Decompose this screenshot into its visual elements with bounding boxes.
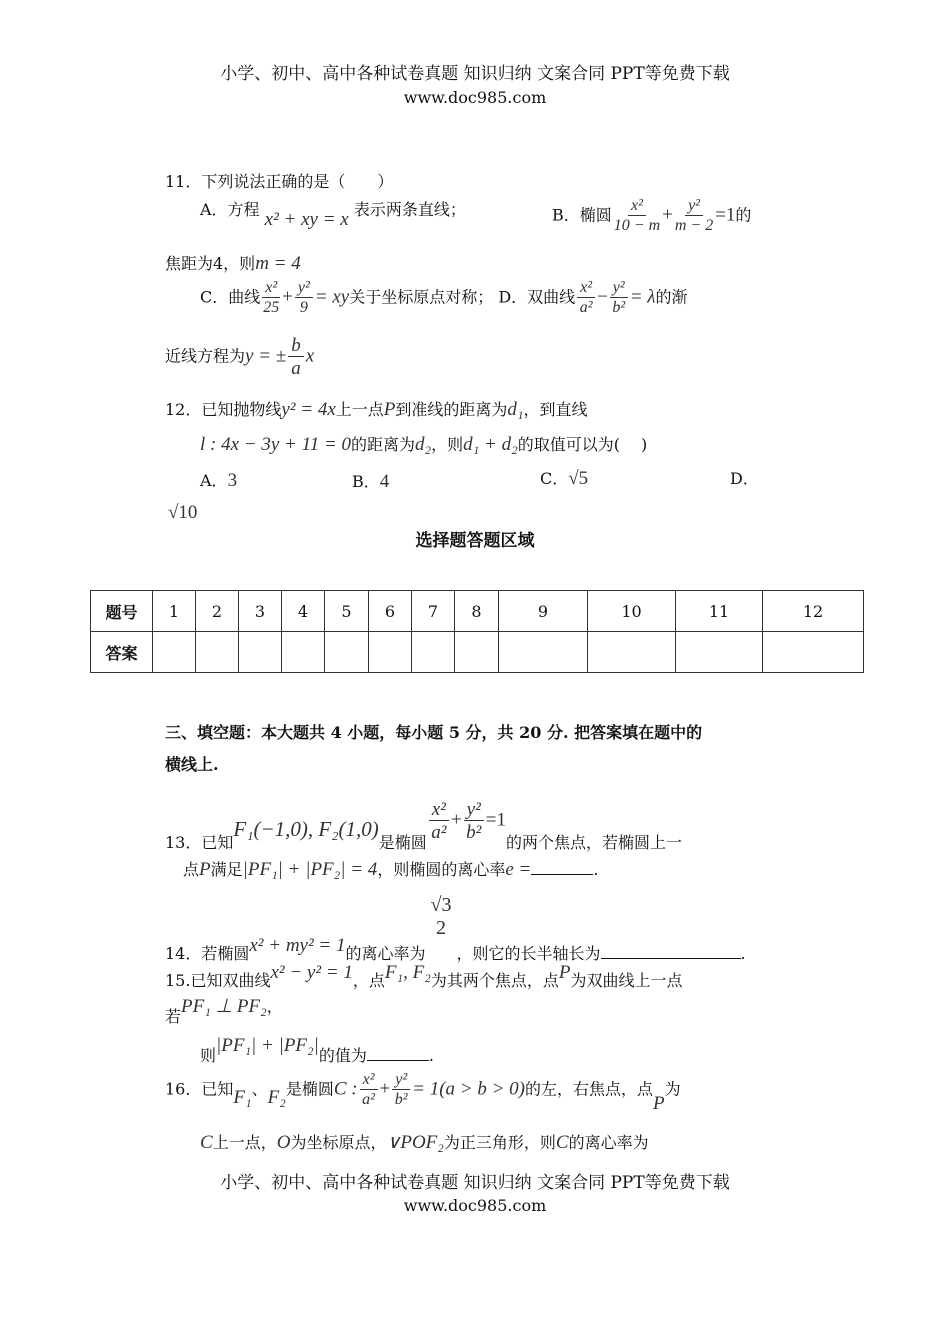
fraction xyxy=(577,280,595,316)
math: x² + my² = 1 xyxy=(249,935,346,956)
denominator: a² xyxy=(431,822,447,843)
q13-line2 xyxy=(183,860,598,879)
section3-heading: 三、填空题：本大题共 4 小题，每小题 5 分，共 20 分. 把答案填在题中的 xyxy=(165,723,703,742)
math: x xyxy=(305,345,315,367)
math: m = 4 xyxy=(255,253,301,274)
q16-line2 xyxy=(200,1133,649,1152)
math: O xyxy=(276,1132,291,1153)
math: C xyxy=(200,1132,213,1153)
answer-cell[interactable] xyxy=(455,632,499,673)
period: . xyxy=(428,1046,434,1065)
math: d₂ xyxy=(415,434,432,455)
text: 是椭圆 xyxy=(378,832,427,852)
text: 为双曲线上一点 xyxy=(570,971,683,990)
question-number: 11 xyxy=(676,591,763,632)
question-number: 4 xyxy=(282,591,325,632)
text: 的离心率为 xyxy=(568,1133,649,1152)
q12-option-d-value: √10 xyxy=(168,502,198,523)
equals: =1 xyxy=(715,204,736,226)
numerator: y² xyxy=(610,280,628,298)
text: ，则 xyxy=(431,435,464,454)
operator: + xyxy=(282,286,293,308)
fraction xyxy=(675,198,713,234)
answer-table xyxy=(90,590,864,673)
text: 上一点 xyxy=(335,400,384,419)
text: 点 xyxy=(183,860,200,879)
question-number: 12 xyxy=(763,591,864,632)
math: PF₁ ⊥ PF₂ xyxy=(181,996,267,1017)
fraction xyxy=(392,1072,410,1108)
numerator: y² xyxy=(295,280,313,298)
answer-blank[interactable] xyxy=(531,874,593,875)
row-header: 题号 xyxy=(91,591,153,632)
text: 上一点， xyxy=(212,1133,277,1152)
text: 则 xyxy=(200,1046,217,1065)
text: 15.已知双曲线 xyxy=(165,971,271,990)
numerator: x² xyxy=(262,280,280,298)
numerator: y² xyxy=(392,1072,410,1090)
question-number: 9 xyxy=(499,591,588,632)
text: ， xyxy=(266,997,283,1016)
fraction xyxy=(429,800,449,842)
denominator: 10 − m xyxy=(613,217,661,234)
q15-line2 xyxy=(165,996,283,1026)
math: ∨POF₂ xyxy=(386,1132,444,1153)
q12-option-b xyxy=(352,472,389,491)
text: 表示两条直线； xyxy=(353,200,466,219)
text: 、 xyxy=(251,1079,268,1099)
question-number: 8 xyxy=(455,591,499,632)
period: . xyxy=(593,860,599,879)
text: 为 xyxy=(664,1079,681,1099)
answer-cell[interactable] xyxy=(369,632,412,673)
question-number: 2 xyxy=(196,591,239,632)
operator: + xyxy=(379,1078,391,1100)
math: P xyxy=(653,1092,665,1114)
math: |PF₁| + |PF₂| xyxy=(216,1035,319,1056)
answer-cell[interactable] xyxy=(196,632,239,673)
numerator: x² xyxy=(628,198,646,216)
denominator: a² xyxy=(362,1091,375,1108)
fraction xyxy=(614,198,660,234)
q12-option-a xyxy=(200,471,237,490)
math: d₁ xyxy=(507,399,524,420)
text: 的离心率为 xyxy=(345,944,426,963)
denominator: b² xyxy=(394,1091,408,1108)
math: |PF₁| + |PF₂| = 4 xyxy=(242,859,378,880)
question-number: 7 xyxy=(412,591,455,632)
denominator: b² xyxy=(612,299,626,316)
math: d₁ + d₂ xyxy=(463,434,518,455)
fraction xyxy=(464,800,484,842)
text: 为坐标原点， xyxy=(290,1133,387,1152)
q12-option-d-label: D． xyxy=(730,469,759,488)
value: √5 xyxy=(568,468,589,489)
denominator: 2 xyxy=(436,917,446,939)
math: = xy xyxy=(314,286,350,308)
math: P xyxy=(199,859,211,880)
answer-blank[interactable] xyxy=(601,958,741,959)
text: ，则椭圆的离心率 xyxy=(377,860,506,879)
q12-option-c xyxy=(540,469,588,488)
math: l : 4x − 3y + 11 = 0 xyxy=(200,434,352,455)
answer-cell[interactable] xyxy=(325,632,369,673)
q12-line2 xyxy=(200,435,647,454)
text: 满足 xyxy=(210,860,243,879)
text: 的值为 xyxy=(318,1046,367,1065)
value: 4 xyxy=(379,471,390,492)
q16-line1 xyxy=(165,1071,681,1114)
denominator: a xyxy=(291,358,301,379)
numerator: y² xyxy=(685,198,703,216)
denominator: a² xyxy=(579,299,593,316)
answer-cell[interactable] xyxy=(153,632,196,673)
text: 若 xyxy=(165,1007,182,1026)
math: = 1(a > b > 0) xyxy=(412,1078,525,1100)
numerator: b xyxy=(288,336,304,357)
table-row-numbers xyxy=(91,591,864,632)
text: 关于坐标原点对称； xyxy=(349,287,494,307)
text: 的距离为 xyxy=(351,435,416,454)
numerator: x² xyxy=(360,1072,378,1090)
math: F₂ xyxy=(267,1086,286,1108)
label: A．方程 xyxy=(200,200,260,219)
text: ，点 xyxy=(352,971,385,990)
question-number: 3 xyxy=(239,591,282,632)
text: ，到直线 xyxy=(523,400,588,419)
fraction xyxy=(610,280,628,316)
fraction xyxy=(360,1072,378,1108)
fraction xyxy=(295,280,313,316)
text: 14．若椭圆 xyxy=(165,944,250,963)
value: 3 xyxy=(227,470,238,491)
q11-option-a xyxy=(200,200,466,230)
q12-line1 xyxy=(165,400,588,419)
question-number: 6 xyxy=(369,591,412,632)
q11-option-b xyxy=(552,198,751,234)
denominator: b² xyxy=(466,822,482,843)
question-number: 5 xyxy=(325,591,369,632)
header-line1: 小学、初中、高中各种试卷真题 知识归纳 文案合同 PPT等免费下载 xyxy=(220,64,730,84)
math: y² = 4x xyxy=(281,399,336,420)
operator: + xyxy=(662,204,673,226)
answer-blank[interactable] xyxy=(367,1060,429,1061)
text: 的渐 xyxy=(655,287,688,307)
text: 12．已知抛物线 xyxy=(165,400,282,419)
text: 的取值可以为( ) xyxy=(517,435,648,454)
answer-cell[interactable] xyxy=(676,632,763,673)
label: C． xyxy=(540,469,569,488)
q11-option-c xyxy=(200,280,688,316)
numerator: x² xyxy=(577,280,595,298)
answer-area-title: 选择题答题区域 xyxy=(415,531,535,551)
fraction xyxy=(288,336,304,378)
q11-stem: 11．下列说法正确的是（ ） xyxy=(165,172,394,191)
q11-option-d-cont xyxy=(165,336,314,378)
text: 近线方程为 xyxy=(165,346,246,366)
label: D．双曲线 xyxy=(498,287,576,307)
math: C xyxy=(555,1132,569,1153)
denominator: m − 2 xyxy=(674,217,714,234)
math: F₁, F₂ xyxy=(384,962,431,983)
question-number: 1 xyxy=(153,591,196,632)
footer-line1: 小学、初中、高中各种试卷真题 知识归纳 文案合同 PPT等免费下载 xyxy=(220,1173,730,1193)
text: 是椭圆 xyxy=(285,1079,334,1099)
numerator: √3 xyxy=(430,894,452,916)
text: 到准线的距离为 xyxy=(395,400,508,419)
answer-cell[interactable] xyxy=(282,632,325,673)
answer-cell[interactable] xyxy=(588,632,676,673)
math: y = ± xyxy=(245,345,287,367)
fraction xyxy=(428,895,455,938)
numerator: y² xyxy=(464,800,484,821)
label: C．曲线 xyxy=(200,287,261,307)
math: P xyxy=(383,399,396,420)
q14 xyxy=(165,894,746,963)
math: P xyxy=(558,962,571,983)
footer-url: www.doc985.com xyxy=(403,1196,547,1215)
label: B．椭圆 xyxy=(552,205,612,225)
numerator: x² xyxy=(429,800,449,821)
q15-line3 xyxy=(200,1035,434,1065)
q13-line1 xyxy=(165,799,683,852)
text: 焦距为4，则 xyxy=(165,254,256,273)
text: ，则它的长半轴长为 xyxy=(456,944,601,963)
text: 的两个焦点，若椭圆上一 xyxy=(506,832,683,852)
text: 为其两个焦点，点 xyxy=(430,971,559,990)
section3-heading-cont: 横线上. xyxy=(165,755,219,774)
text: 13．已知 xyxy=(165,832,234,852)
math: e = xyxy=(505,859,532,880)
operator: − xyxy=(597,286,608,308)
equals: =1 xyxy=(485,809,507,831)
table-row-answers xyxy=(91,632,864,673)
label: A． xyxy=(200,471,228,490)
answer-cell[interactable] xyxy=(412,632,455,673)
answer-cell[interactable] xyxy=(239,632,282,673)
row-header: 答案 xyxy=(91,632,153,673)
question-number: 10 xyxy=(588,591,676,632)
period: . xyxy=(740,944,746,963)
text: 的左，右焦点，点 xyxy=(525,1079,654,1099)
denominator: 25 xyxy=(263,299,280,316)
q15-line1 xyxy=(165,962,683,990)
q11-option-b-cont xyxy=(165,254,301,273)
math: F₁(−1,0), F₂(1,0) xyxy=(233,816,379,841)
denominator: 9 xyxy=(299,299,308,316)
answer-cell[interactable] xyxy=(763,632,864,673)
math: = λ xyxy=(629,286,656,308)
text: 的 xyxy=(735,205,752,225)
label: B． xyxy=(352,472,380,491)
math: x² + xy = x xyxy=(264,209,349,230)
operator: + xyxy=(450,809,462,831)
text: 16．已知 xyxy=(165,1079,234,1099)
header-url: www.doc985.com xyxy=(403,88,547,107)
answer-cell[interactable] xyxy=(499,632,588,673)
math: x² − y² = 1 xyxy=(270,962,353,983)
fraction xyxy=(262,280,280,316)
text: 为正三角形，则 xyxy=(443,1133,556,1152)
math: F₁ xyxy=(233,1086,252,1108)
math: C : xyxy=(333,1078,358,1100)
